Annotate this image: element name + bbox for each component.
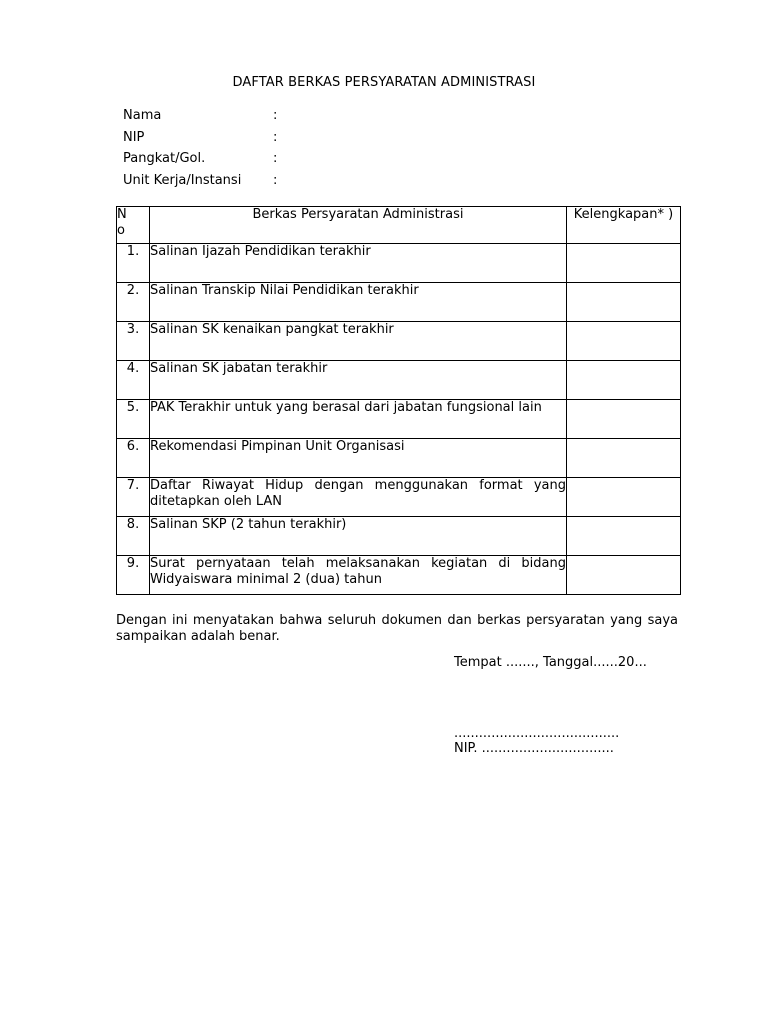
row-number: 1.: [117, 244, 150, 283]
header-check: Kelengkapan* ): [567, 207, 681, 244]
row-number: 8.: [117, 517, 150, 556]
row-check-cell[interactable]: [567, 439, 681, 478]
place-date: Tempat ......., Tanggal......20...: [454, 655, 647, 670]
identity-row-pangkat: [123, 148, 283, 170]
row-number: 6.: [117, 439, 150, 478]
identity-row-nama: [123, 105, 283, 127]
identity-label: Unit Kerja/Instansi: [123, 172, 242, 188]
row-item: Salinan Transkip Nilai Pendidikan terakhir: [150, 283, 567, 322]
row-number: 2.: [117, 283, 150, 322]
row-check-cell[interactable]: [567, 556, 681, 595]
row-check-cell[interactable]: [567, 322, 681, 361]
row-check-cell[interactable]: [567, 517, 681, 556]
table-row: [117, 244, 681, 283]
row-check-cell[interactable]: [567, 361, 681, 400]
table-row: [117, 478, 681, 517]
header-no: [117, 207, 150, 244]
row-number: 4.: [117, 361, 150, 400]
row-item: Salinan SKP (2 tahun terakhir): [150, 517, 567, 556]
identity-colon: :: [273, 151, 278, 167]
identity-colon: :: [273, 129, 278, 145]
identity-row-unit-kerja: [123, 170, 283, 192]
header-no-text: N o: [117, 207, 127, 238]
row-number: 5.: [117, 400, 150, 439]
row-item: PAK Terakhir untuk yang berasal dari jabatan fungsional lain: [150, 400, 567, 439]
table-row: [117, 517, 681, 556]
identity-colon: :: [273, 108, 278, 124]
requirements-table: [116, 206, 681, 595]
statement-paragraph: Dengan ini menyatakan bahwa seluruh dokumen dan berkas persyaratan yang saya sampaikan adalah benar.: [116, 613, 678, 644]
row-check-cell[interactable]: [567, 244, 681, 283]
table-row: [117, 439, 681, 478]
row-check-cell[interactable]: [567, 478, 681, 517]
row-item: Surat pernyataan telah melaksanakan kegiatan di bidang Widyaiswara minimal 2 (dua) tahun: [150, 556, 567, 595]
row-check-cell[interactable]: [567, 283, 681, 322]
identity-label: NIP: [123, 129, 145, 145]
identity-label: Nama: [123, 108, 162, 124]
row-check-cell[interactable]: [567, 400, 681, 439]
row-item: Salinan SK jabatan terakhir: [150, 361, 567, 400]
row-number: 7.: [117, 478, 150, 517]
table-row: [117, 556, 681, 595]
table-row: [117, 322, 681, 361]
header-item: Berkas Persyaratan Administrasi: [150, 207, 567, 244]
table-header-row: [117, 207, 681, 244]
row-item: Rekomendasi Pimpinan Unit Organisasi: [150, 439, 567, 478]
table-row: [117, 400, 681, 439]
table-row: [117, 283, 681, 322]
row-number: 9.: [117, 556, 150, 595]
identity-block: [123, 105, 283, 191]
document-title: DAFTAR BERKAS PERSYARATAN ADMINISTRASI: [232, 75, 536, 90]
table-row: [117, 361, 681, 400]
signature-line: ........................................: [454, 726, 620, 741]
identity-colon: :: [273, 172, 278, 188]
row-item: Salinan SK kenaikan pangkat terakhir: [150, 322, 567, 361]
row-item: Daftar Riwayat Hidup dengan menggunakan format yang ditetapkan oleh LAN: [150, 478, 567, 517]
row-number: 3.: [117, 322, 150, 361]
identity-row-nip: [123, 127, 283, 149]
row-item: Salinan Ijazah Pendidikan terakhir: [150, 244, 567, 283]
nip-line: NIP. ................................: [454, 741, 614, 756]
identity-label: Pangkat/Gol.: [123, 151, 206, 167]
